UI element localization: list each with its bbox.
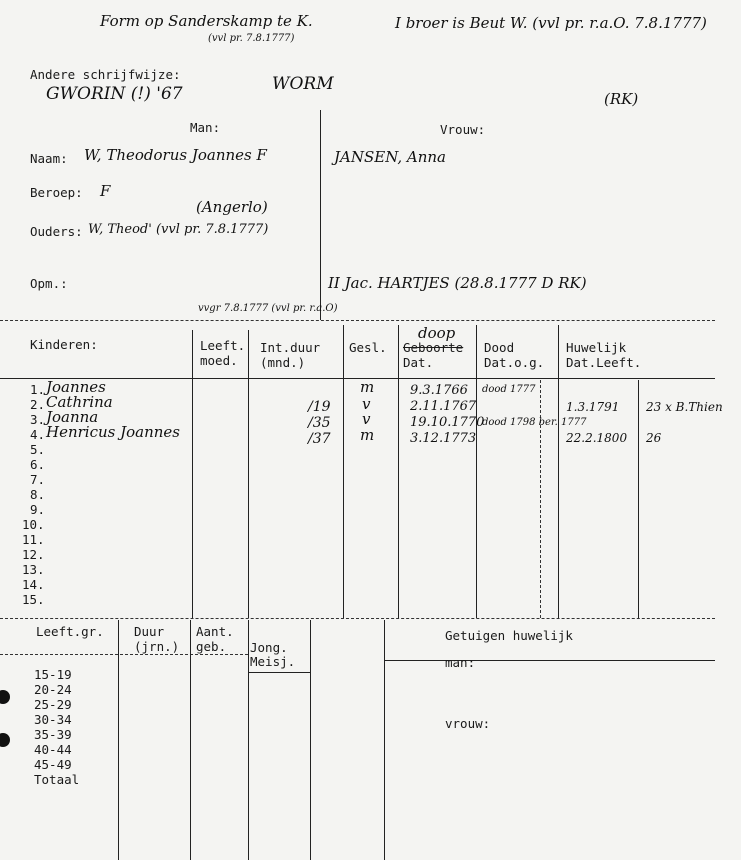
alt-spelling-value: GWORIN (!) '67: [46, 84, 183, 104]
row-number: 13.: [22, 562, 45, 577]
births-count-header-1: Aant.: [196, 624, 234, 639]
age-group-header: Leeft.gr.: [36, 624, 104, 639]
duration-header-1: Duur: [134, 624, 165, 639]
child-sex: m: [360, 378, 375, 396]
row-number: 15.: [22, 592, 45, 607]
baptism-header: doop: [418, 324, 456, 342]
surname: WORM: [272, 74, 334, 94]
row-number: 11.: [22, 532, 45, 547]
interval-header-2: (mnd.): [260, 355, 306, 370]
religion-note: (RK): [604, 90, 639, 108]
age-group-item: 20-24: [34, 682, 72, 697]
child-name: Joannes: [46, 378, 106, 396]
death-header-1: Dood: [484, 340, 515, 355]
jong-meisj-rule: [248, 672, 310, 673]
remarks-label: Opm.:: [30, 276, 68, 291]
witness-header-rule: [384, 660, 715, 661]
child-baptism-date: 9.3.1766: [410, 383, 468, 398]
child-death: dood 1798 ber. 1777: [482, 417, 587, 428]
name-label: Naam:: [30, 151, 68, 166]
row-number: 1.: [30, 382, 46, 397]
row-number: 12.: [22, 547, 45, 562]
child-sex: v: [362, 410, 371, 428]
duration-header-2: (jrn.): [134, 639, 180, 654]
age-group-item: 30-34: [34, 712, 72, 727]
col-divider-1: [192, 330, 193, 618]
bottom-col-divider-3: [248, 620, 249, 860]
col-divider-6: [540, 380, 541, 618]
child-baptism-date: 3.12.1773: [410, 431, 477, 446]
marriage-header-2: Dat.Leeft.: [566, 355, 642, 370]
girl-header: Meisj.: [250, 654, 296, 669]
col-divider-3: [343, 325, 344, 618]
child-name: Joanna: [46, 408, 99, 426]
child-baptism-date: 2.11.1767: [410, 399, 477, 414]
age-group-item: 35-39: [34, 727, 72, 742]
birth-header-struck: Geboorte: [403, 340, 464, 355]
top-left-annotation: Form op Sanderskamp te K.: [100, 12, 313, 30]
row-number: 2.: [30, 397, 46, 412]
occupation-label: Beroep:: [30, 185, 83, 200]
col-divider-8: [638, 380, 639, 618]
birth-date-header: Dat.: [403, 355, 434, 370]
age-group-total: Totaal: [34, 772, 80, 787]
bottom-col-divider-1: [118, 620, 119, 860]
woman-remarks-value: II Jac. HARTJES (28.8.1777 D RK): [328, 274, 587, 292]
bottom-col-divider-4: [310, 620, 311, 860]
bottom-table-header-rule: [0, 654, 248, 655]
row-number: 8.: [30, 487, 46, 502]
col-divider-2: [248, 330, 249, 618]
sex-header: Gesl.: [349, 340, 387, 355]
row-number: 3.: [30, 412, 46, 427]
child-marriage-date: 22.2.1800: [566, 431, 628, 445]
row-number: 14.: [22, 577, 45, 592]
interval-header-1: Int.duur: [260, 340, 321, 355]
child-sex: v: [362, 395, 371, 413]
child-interval: /37: [308, 431, 331, 447]
row-number: 9.: [30, 502, 46, 517]
bottom-col-divider-2: [190, 620, 191, 860]
parents-label: Ouders:: [30, 224, 83, 239]
children-table-bottom-rule: [0, 618, 715, 619]
witness-woman-label: vrouw:: [445, 716, 491, 731]
witness-man-label: man:: [445, 655, 476, 670]
woman-name-value: JANSEN, Anna: [334, 148, 446, 166]
child-interval: /19: [308, 399, 331, 415]
col-divider-4: [398, 325, 399, 618]
man-heading: Man:: [190, 120, 221, 135]
man-woman-divider: [320, 110, 321, 320]
death-header-2: Dat.o.g.: [484, 355, 545, 370]
row-number: 10.: [22, 517, 45, 532]
bottom-col-divider-5: [384, 620, 385, 860]
witnesses-header: Getuigen huwelijk: [445, 628, 573, 643]
child-interval: /35: [308, 415, 331, 431]
top-right-annotation: I broer is Beut W. (vvl pr. r.a.O. 7.8.1777): [395, 14, 707, 32]
children-header: Kinderen:: [30, 337, 98, 352]
age-group-item: 40-44: [34, 742, 72, 757]
child-name: Henricus Joannes: [46, 423, 180, 441]
row-number: 7.: [30, 472, 46, 487]
age-group-item: 15-19: [34, 667, 72, 682]
punch-hole-top: [0, 690, 10, 704]
occupation-value: F: [100, 182, 111, 200]
top-left-reference: (vvl pr. 7.8.1777): [208, 33, 295, 44]
row-number: 4.: [30, 427, 46, 442]
mother-age-header-1: Leeft.: [200, 338, 246, 353]
births-count-header-2: geb.: [196, 639, 227, 654]
children-table-top-rule: [0, 320, 715, 321]
children-table-header-rule: [0, 378, 715, 379]
marriage-header-1: Huwelijk: [566, 340, 627, 355]
parents-value: W, Theod' (vvl pr. 7.8.1777): [88, 222, 269, 237]
punch-hole-bottom: [0, 733, 10, 747]
age-group-item: 45-49: [34, 757, 72, 772]
age-group-item: 25-29: [34, 697, 72, 712]
child-marriage-date: 1.3.1791: [566, 400, 620, 414]
alt-spelling-label: Andere schrijfwijze:: [30, 67, 181, 82]
occupation-note: (Angerlo): [196, 198, 268, 216]
row-number: 5.: [30, 442, 46, 457]
row-number: 6.: [30, 457, 46, 472]
child-baptism-date: 19.10.1770: [410, 415, 485, 430]
woman-heading: Vrouw:: [440, 122, 486, 137]
child-marriage-age: 26: [646, 431, 662, 445]
child-death: dood 1777: [482, 384, 536, 395]
col-divider-7: [558, 325, 559, 618]
man-name-value: W, Theodorus Joannes F: [84, 146, 267, 164]
child-marriage-age: 23 x B.Thien: [646, 400, 723, 414]
mother-age-header-2: moed.: [200, 353, 238, 368]
boy-header: Jong.: [250, 640, 288, 655]
child-name: Cathrina: [46, 393, 113, 411]
col-divider-5: [476, 325, 477, 618]
remarks-note: vvgr 7.8.1777 (vvl pr. r.a.O): [198, 303, 338, 314]
child-sex: m: [360, 426, 375, 444]
